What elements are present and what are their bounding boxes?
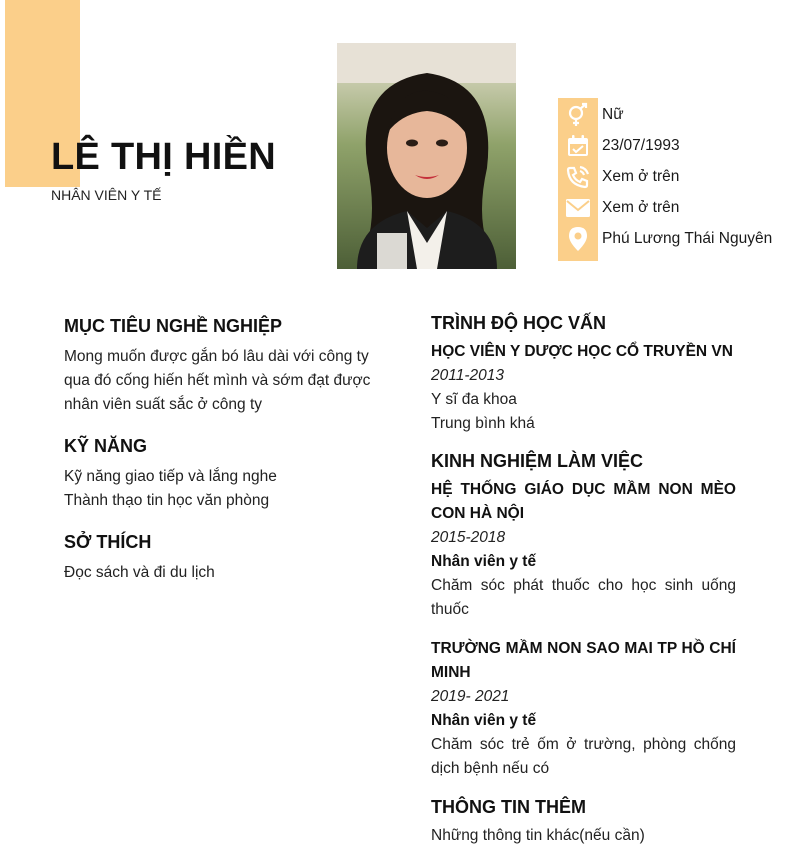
hobbies-section <box>64 529 386 585</box>
contact-email-text: Xem ở trên <box>602 198 680 216</box>
job-title: NHÂN VIÊN Y TẾ <box>51 187 162 203</box>
email-icon <box>558 192 598 223</box>
experience-position: Nhân viên y tế <box>431 712 537 729</box>
education-period: 2011-2013 <box>431 367 504 384</box>
phone-icon <box>558 161 598 192</box>
education-grade: Trung bình khá <box>431 415 535 432</box>
experience-description: Chăm sóc phát thuốc cho học sinh uống thuốc <box>431 577 736 618</box>
profile-photo <box>337 43 516 269</box>
experience-period: 2019- 2021 <box>431 688 510 705</box>
experience-position: Nhân viên y tế <box>431 553 537 570</box>
skills-title: KỸ NĂNG <box>64 436 148 456</box>
experience-description: Chăm sóc trẻ ốm ở trường, phòng chống dịch bệnh nếu có <box>431 736 736 777</box>
hobbies-text: Đọc sách và đi du lịch <box>64 564 215 581</box>
contact-gender <box>558 99 798 130</box>
experience-period: 2015-2018 <box>431 529 506 546</box>
skill-item: Kỹ năng giao tiếp và lắng nghe <box>64 468 277 485</box>
objective-title: MỤC TIÊU NGHỀ NGHIỆP <box>64 316 283 336</box>
education-title: TRÌNH ĐỘ HỌC VẤN <box>431 313 606 333</box>
candidate-name: LÊ THỊ HIỀN <box>51 136 276 178</box>
location-icon <box>558 223 598 254</box>
gender-icon <box>558 99 598 130</box>
contact-address <box>558 223 798 254</box>
skills-section <box>64 433 386 513</box>
hobbies-title: SỞ THÍCH <box>64 532 152 552</box>
contact-gender-text: Nữ <box>602 105 624 123</box>
contact-birthday-text: 23/07/1993 <box>602 136 680 154</box>
education-major: Y sĩ đa khoa <box>431 391 517 408</box>
right-column <box>431 310 736 848</box>
education-section <box>431 310 736 436</box>
objective-text: Mong muốn được gắn bó lâu dài với công ty qua đó cống hiến hết mình và sớm đạt được nhân viên suất sắc ở công ty <box>64 348 371 413</box>
experience-item <box>431 478 736 622</box>
objective-section <box>64 313 386 417</box>
experience-company: HỆ THỐNG GIÁO DỤC MẦM NON MÈO CON HÀ NỘI <box>431 481 736 522</box>
contact-address-text: Phú Lương Thái Nguyên <box>602 229 773 247</box>
skill-item: Thành thạo tin học văn phòng <box>64 492 270 509</box>
contact-phone-text: Xem ở trên <box>602 167 680 185</box>
experience-title: KINH NGHIỆM LÀM VIỆC <box>431 451 644 471</box>
contact-phone <box>558 161 798 192</box>
contact-email <box>558 192 798 223</box>
additional-text: Những thông tin khác(nếu cần) <box>431 827 645 844</box>
additional-section <box>431 794 736 848</box>
education-school: HỌC VIÊN Y DƯỢC HỌC CỔ TRUYỀN VN <box>431 343 733 360</box>
contact-birthday <box>558 130 798 161</box>
experience-item <box>431 637 736 781</box>
calendar-icon <box>558 130 598 161</box>
additional-title: THÔNG TIN THÊM <box>431 797 586 817</box>
experience-company: TRƯỜNG MẦM NON SAO MAI TP HỒ CHÍ MINH <box>431 640 736 681</box>
experience-section <box>431 448 736 781</box>
left-column <box>64 313 386 601</box>
